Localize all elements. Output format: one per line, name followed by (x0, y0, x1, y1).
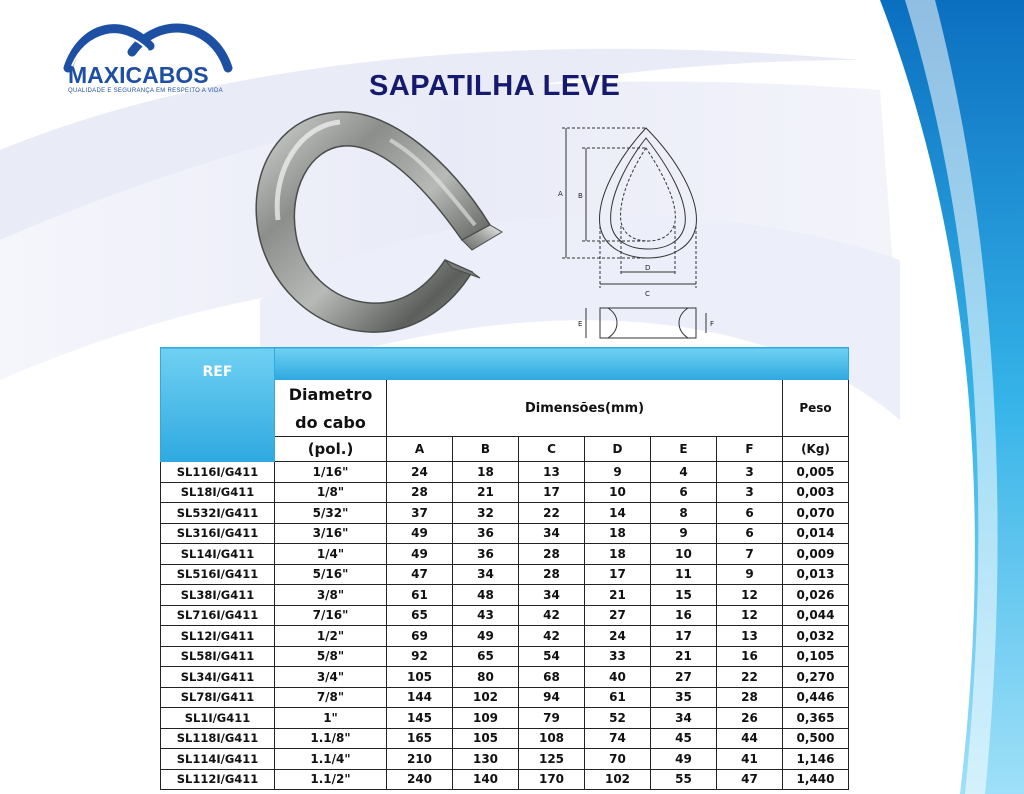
header-col-c: C (519, 437, 585, 462)
cell-peso: 0,446 (783, 687, 849, 708)
cell-e: 15 (651, 585, 717, 606)
cell-diam: 1/16" (275, 462, 387, 483)
cell-peso: 0,032 (783, 626, 849, 647)
cell-ref: SL14I/G411 (161, 544, 275, 565)
cell-f: 7 (717, 544, 783, 565)
table-row (161, 728, 849, 749)
cell-d: 74 (585, 728, 651, 749)
cell-f: 12 (717, 585, 783, 606)
cell-e: 17 (651, 626, 717, 647)
cell-diam: 5/8" (275, 646, 387, 667)
table-body (161, 462, 849, 790)
product-photo-thimble (240, 100, 510, 350)
table-row (161, 626, 849, 647)
cell-b: 102 (453, 687, 519, 708)
cell-d: 21 (585, 585, 651, 606)
cell-ref: SL516I/G411 (161, 564, 275, 585)
cell-d: 40 (585, 667, 651, 688)
cell-diam: 1.1/4" (275, 749, 387, 770)
cell-e: 6 (651, 482, 717, 503)
cell-ref: SL58I/G411 (161, 646, 275, 667)
cell-ref: SL716I/G411 (161, 605, 275, 626)
cell-d: 10 (585, 482, 651, 503)
cell-f: 44 (717, 728, 783, 749)
cell-d: 70 (585, 749, 651, 770)
cell-diam: 7/16" (275, 605, 387, 626)
cell-diam: 3/4" (275, 667, 387, 688)
cell-ref: SL38I/G411 (161, 585, 275, 606)
table-row (161, 462, 849, 483)
cell-diam: 1.1/2" (275, 769, 387, 790)
cell-peso: 0,365 (783, 708, 849, 729)
cell-c: 94 (519, 687, 585, 708)
cell-peso: 0,014 (783, 523, 849, 544)
table-row (161, 564, 849, 585)
cell-ref: SL1I/G411 (161, 708, 275, 729)
cell-peso: 1,146 (783, 749, 849, 770)
cell-peso: 0,026 (783, 585, 849, 606)
cell-d: 33 (585, 646, 651, 667)
cell-c: 54 (519, 646, 585, 667)
cell-a: 69 (387, 626, 453, 647)
table-row (161, 503, 849, 524)
cell-d: 18 (585, 544, 651, 565)
table-row (161, 687, 849, 708)
cell-ref: SL18I/G411 (161, 482, 275, 503)
cell-f: 3 (717, 462, 783, 483)
cell-ref: SL532I/G411 (161, 503, 275, 524)
cell-ref: SL118I/G411 (161, 728, 275, 749)
cell-f: 47 (717, 769, 783, 790)
table-row (161, 523, 849, 544)
cell-diam: 1.1/8" (275, 728, 387, 749)
cell-a: 61 (387, 585, 453, 606)
cell-a: 105 (387, 667, 453, 688)
table-row (161, 585, 849, 606)
cell-ref: SL114I/G411 (161, 749, 275, 770)
cell-ref: SL116I/G411 (161, 462, 275, 483)
cell-ref: SL316I/G411 (161, 523, 275, 544)
header-diameter-line2: do cabo (275, 408, 387, 437)
cell-a: 28 (387, 482, 453, 503)
cell-c: 42 (519, 626, 585, 647)
cell-d: 24 (585, 626, 651, 647)
header-col-f: F (717, 437, 783, 462)
cell-peso: 1,440 (783, 769, 849, 790)
technical-drawing (548, 108, 728, 348)
table-header-band (161, 348, 849, 380)
cell-e: 34 (651, 708, 717, 729)
cell-a: 65 (387, 605, 453, 626)
table-row (161, 708, 849, 729)
table-row (161, 482, 849, 503)
table-row (161, 544, 849, 565)
cell-e: 11 (651, 564, 717, 585)
header-col-e: E (651, 437, 717, 462)
cell-a: 144 (387, 687, 453, 708)
diagram-label-b: B (578, 192, 583, 200)
page-title: SAPATILHA LEVE (369, 70, 621, 102)
cell-f: 3 (717, 482, 783, 503)
cell-e: 49 (651, 749, 717, 770)
cell-c: 68 (519, 667, 585, 688)
cell-diam: 3/16" (275, 523, 387, 544)
header-col-a: A (387, 437, 453, 462)
cell-peso: 0,500 (783, 728, 849, 749)
cell-peso: 0,270 (783, 667, 849, 688)
cell-b: 18 (453, 462, 519, 483)
cell-diam: 1/4" (275, 544, 387, 565)
table-row (161, 667, 849, 688)
cell-b: 130 (453, 749, 519, 770)
cell-c: 28 (519, 544, 585, 565)
cell-diam: 5/16" (275, 564, 387, 585)
diagram-label-d: D (645, 264, 651, 272)
cell-diam: 1" (275, 708, 387, 729)
cell-a: 165 (387, 728, 453, 749)
cell-e: 45 (651, 728, 717, 749)
cell-b: 80 (453, 667, 519, 688)
cell-e: 16 (651, 605, 717, 626)
cell-diam: 3/8" (275, 585, 387, 606)
spec-table-container (160, 347, 848, 790)
cell-c: 17 (519, 482, 585, 503)
brand-tagline: QUALIDADE E SEGURANÇA EM RESPEITO A VIDA (68, 88, 223, 94)
header-dimensions: Dimensões(mm) (387, 380, 783, 437)
cell-c: 34 (519, 585, 585, 606)
cell-a: 47 (387, 564, 453, 585)
diagram-label-e: E (578, 320, 583, 328)
header-peso: Peso (783, 380, 849, 437)
cell-d: 18 (585, 523, 651, 544)
table-row (161, 769, 849, 790)
cell-c: 79 (519, 708, 585, 729)
header-diameter: Diametro (275, 380, 387, 409)
cell-b: 49 (453, 626, 519, 647)
cell-c: 42 (519, 605, 585, 626)
cell-e: 9 (651, 523, 717, 544)
table-row (161, 749, 849, 770)
cell-peso: 0,070 (783, 503, 849, 524)
cell-a: 145 (387, 708, 453, 729)
cell-c: 22 (519, 503, 585, 524)
cell-peso: 0,044 (783, 605, 849, 626)
cell-a: 24 (387, 462, 453, 483)
cell-d: 9 (585, 462, 651, 483)
cell-f: 9 (717, 564, 783, 585)
cell-e: 35 (651, 687, 717, 708)
cell-a: 240 (387, 769, 453, 790)
cell-c: 13 (519, 462, 585, 483)
cell-e: 10 (651, 544, 717, 565)
diagram-label-a: A (558, 190, 563, 198)
diagram-label-f: F (710, 320, 715, 328)
cell-a: 49 (387, 523, 453, 544)
cell-b: 48 (453, 585, 519, 606)
cell-ref: SL34I/G411 (161, 667, 275, 688)
cell-e: 55 (651, 769, 717, 790)
cell-b: 109 (453, 708, 519, 729)
cell-e: 21 (651, 646, 717, 667)
cell-diam: 7/8" (275, 687, 387, 708)
cell-diam: 5/32" (275, 503, 387, 524)
cell-d: 14 (585, 503, 651, 524)
table-row (161, 605, 849, 626)
brand-logo-name: MAXICABOS (68, 62, 209, 88)
cell-a: 37 (387, 503, 453, 524)
cell-b: 36 (453, 544, 519, 565)
cell-c: 125 (519, 749, 585, 770)
cell-f: 16 (717, 646, 783, 667)
cell-e: 8 (651, 503, 717, 524)
cell-diam: 1/2" (275, 626, 387, 647)
cell-c: 108 (519, 728, 585, 749)
cell-d: 27 (585, 605, 651, 626)
cell-f: 26 (717, 708, 783, 729)
cell-d: 17 (585, 564, 651, 585)
cell-c: 34 (519, 523, 585, 544)
cell-f: 41 (717, 749, 783, 770)
cell-b: 43 (453, 605, 519, 626)
cell-peso: 0,005 (783, 462, 849, 483)
cell-diam: 1/8" (275, 482, 387, 503)
cell-ref: SL78I/G411 (161, 687, 275, 708)
cell-peso: 0,105 (783, 646, 849, 667)
cell-b: 65 (453, 646, 519, 667)
cell-e: 27 (651, 667, 717, 688)
cell-ref: SL12I/G411 (161, 626, 275, 647)
cell-d: 102 (585, 769, 651, 790)
cell-f: 13 (717, 626, 783, 647)
cell-e: 4 (651, 462, 717, 483)
cell-c: 170 (519, 769, 585, 790)
cell-a: 92 (387, 646, 453, 667)
header-ref: REF (161, 348, 275, 462)
cell-peso: 0,009 (783, 544, 849, 565)
cell-a: 49 (387, 544, 453, 565)
cell-f: 22 (717, 667, 783, 688)
cell-b: 34 (453, 564, 519, 585)
cell-f: 12 (717, 605, 783, 626)
cell-f: 28 (717, 687, 783, 708)
cell-b: 32 (453, 503, 519, 524)
cell-b: 21 (453, 482, 519, 503)
header-diam-unit: (pol.) (275, 437, 387, 462)
table-row (161, 646, 849, 667)
cell-f: 6 (717, 503, 783, 524)
header-col-d: D (585, 437, 651, 462)
cell-b: 140 (453, 769, 519, 790)
cell-f: 6 (717, 523, 783, 544)
cell-c: 28 (519, 564, 585, 585)
cell-d: 52 (585, 708, 651, 729)
spec-table (160, 347, 849, 790)
cell-a: 210 (387, 749, 453, 770)
header-peso-unit: (Kg) (783, 437, 849, 462)
diagram-label-c: C (645, 290, 650, 298)
cell-peso: 0,013 (783, 564, 849, 585)
cell-peso: 0,003 (783, 482, 849, 503)
cell-d: 61 (585, 687, 651, 708)
cell-b: 105 (453, 728, 519, 749)
header-col-b: B (453, 437, 519, 462)
cell-ref: SL112I/G411 (161, 769, 275, 790)
cell-b: 36 (453, 523, 519, 544)
